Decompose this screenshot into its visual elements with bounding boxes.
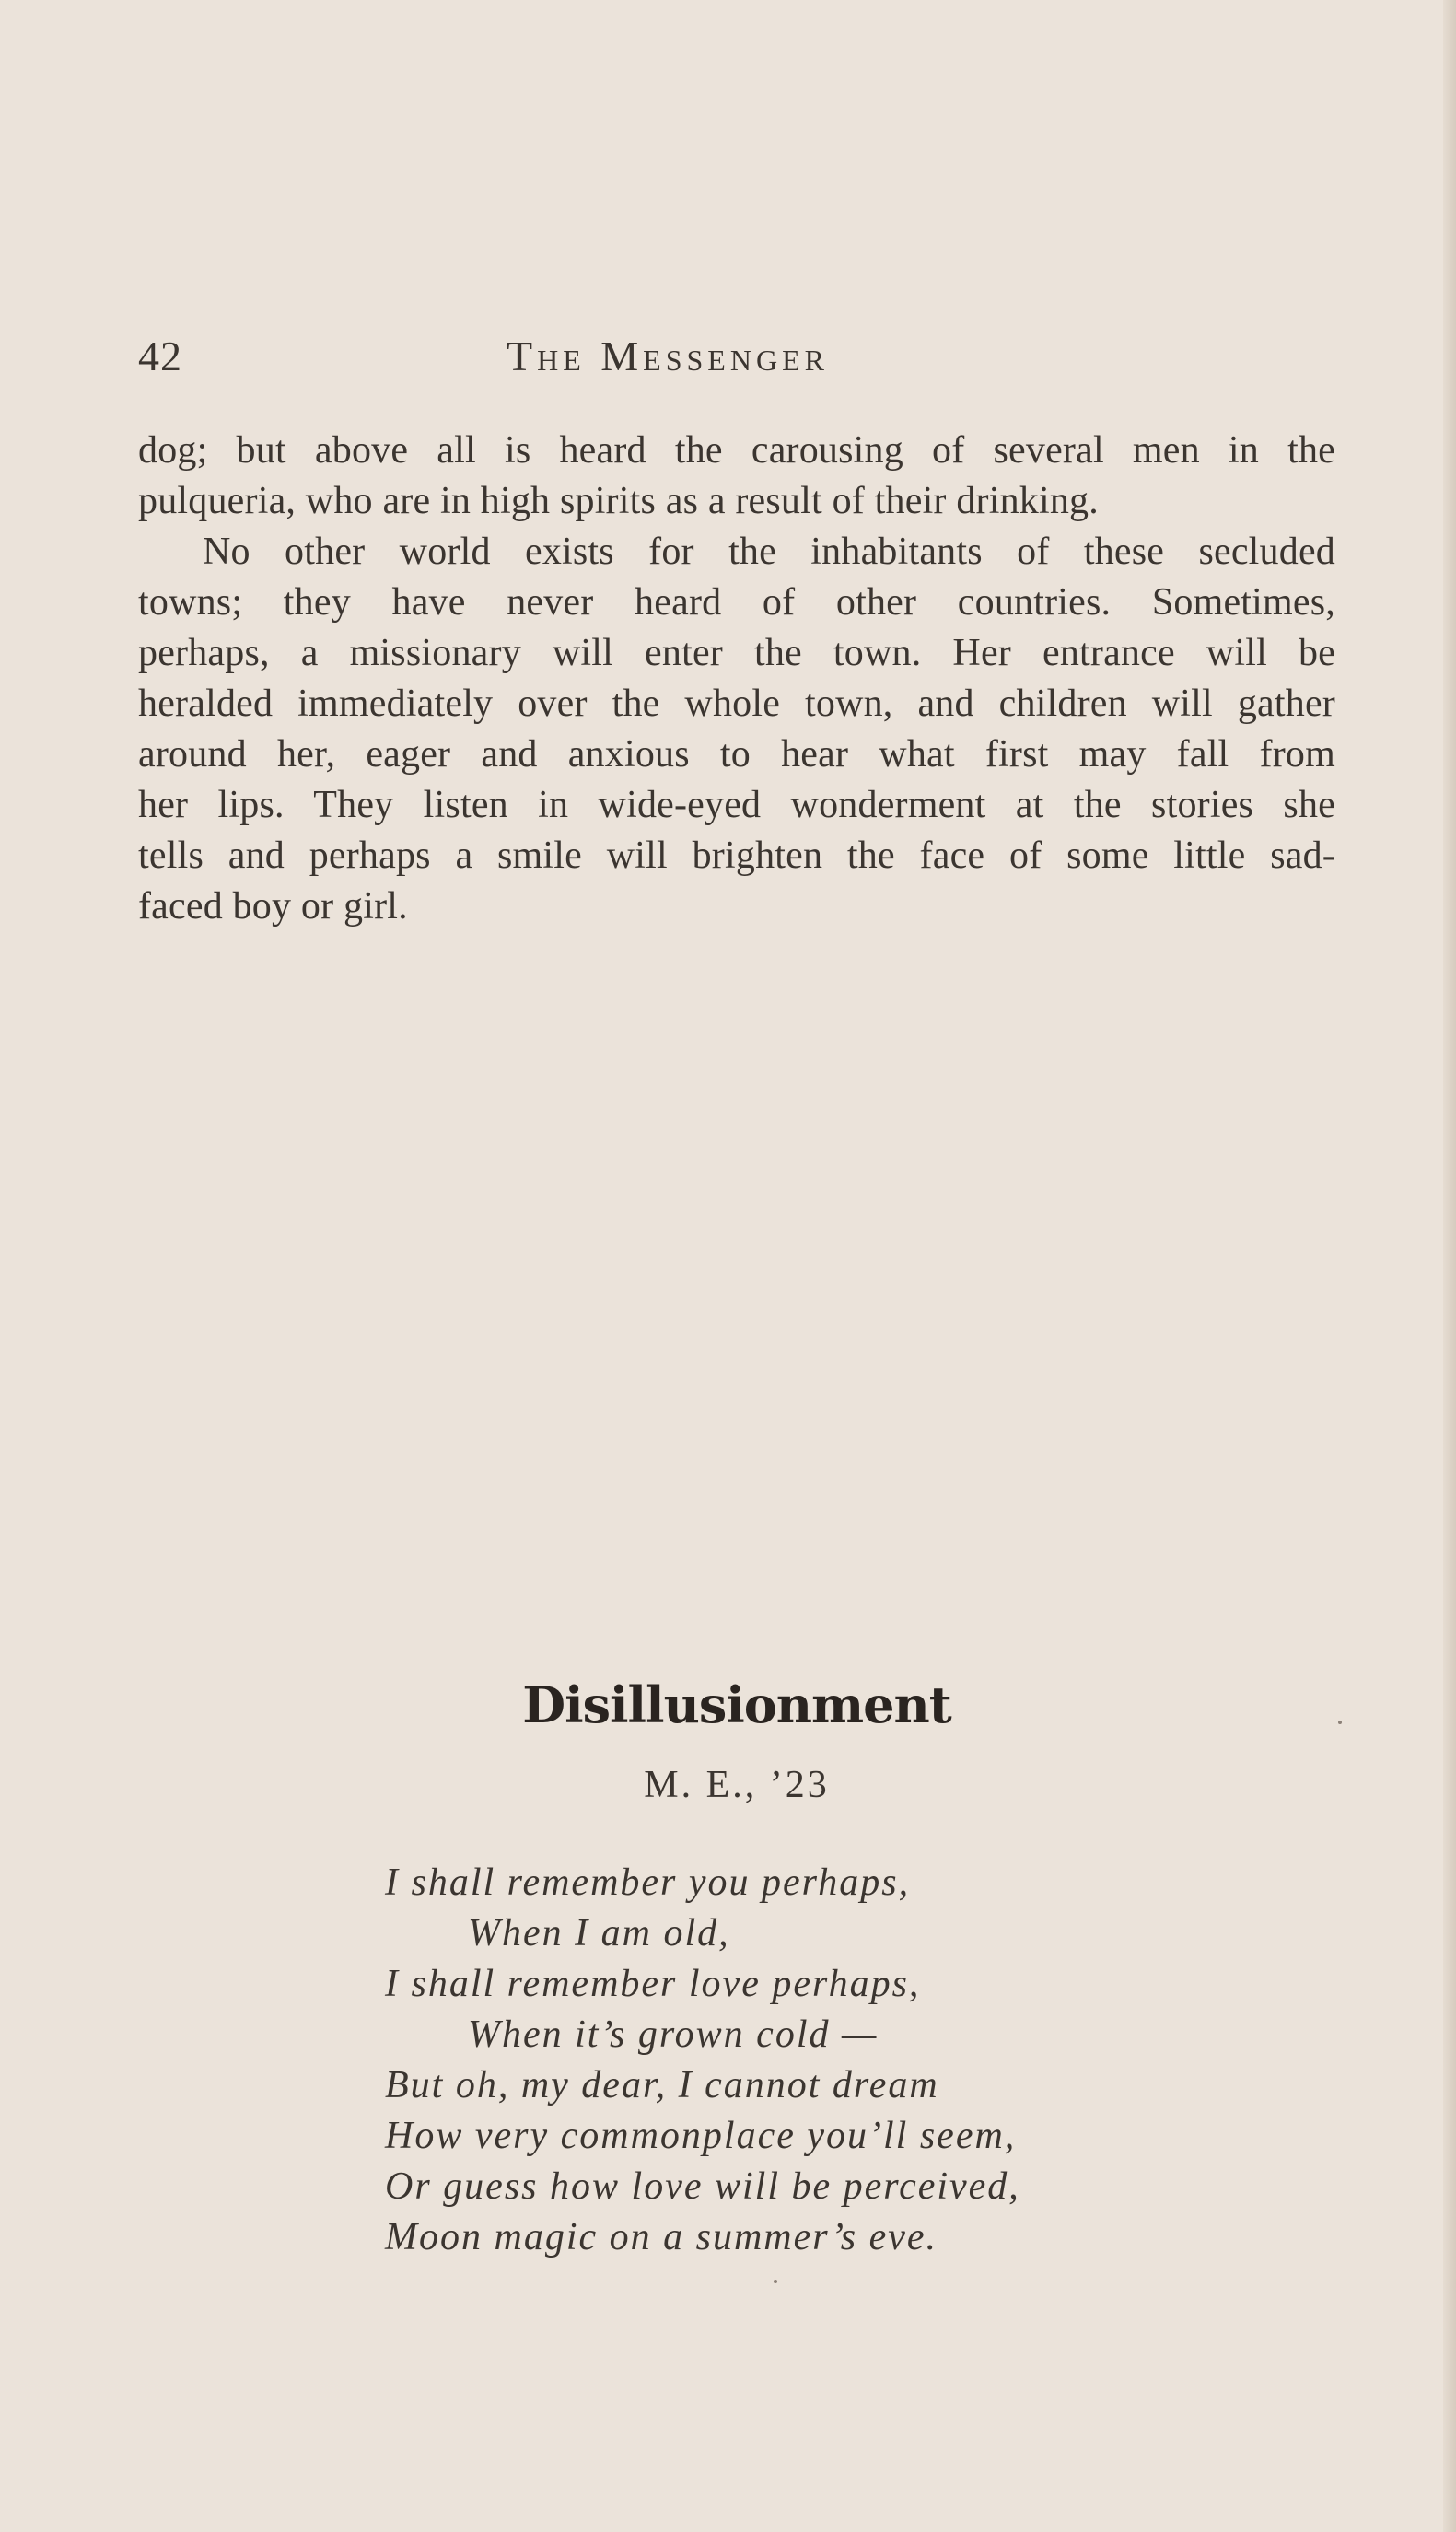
poem-line: But oh, my dear, I cannot dream [385,2064,939,2106]
paper-speck [774,2280,777,2283]
poem-author: M. E., ’23 [644,1764,830,1806]
page-edge [1443,0,1456,2532]
poem-title: Disillusionment [522,1675,951,1734]
text-line: No other world exists for the inhabitants of these secluded [203,531,1335,573]
poem-line: When I am old, [468,1912,730,1954]
text-line: pulqueria, who are in high spirits as a result of their drinking. [138,480,1099,522]
poem-line: I shall remember love perhaps, [385,1963,921,2005]
running-title: The Messenger [507,333,829,379]
text-line: around her, eager and anxious to hear what first may fall from [138,733,1335,776]
text-line: perhaps, a missionary will enter the town. Her entrance will be [138,632,1335,674]
page-header [138,324,1335,389]
text-line: dog; but above all is heard the carousing of several men in the [138,429,1335,472]
poem-body [385,1858,1214,2263]
article-text [138,426,1335,932]
poem-line: How very commonplace you’ll seem, [385,2115,1017,2157]
poem-line: Or guess how love will be perceived, [385,2165,1020,2208]
text-line: heralded immediately over the whole town, and children will gather [138,683,1335,725]
page-number: 42 [138,333,182,379]
text-line: tells and perhaps a smile will brighten the face of some little sad- [138,834,1335,877]
poem-line: When it’s grown cold — [468,2013,879,2056]
text-line: her lips. They listen in wide-eyed wonderment at the stories she [138,784,1335,826]
text-line: faced boy or girl. [138,885,408,928]
paper-speck [1338,1721,1342,1724]
poem-line: Moon magic on a summer’s eve. [385,2216,938,2258]
text-line: towns; they have never heard of other countries. Sometimes, [138,581,1335,624]
poem-line: I shall remember you perhaps, [385,1861,911,1904]
